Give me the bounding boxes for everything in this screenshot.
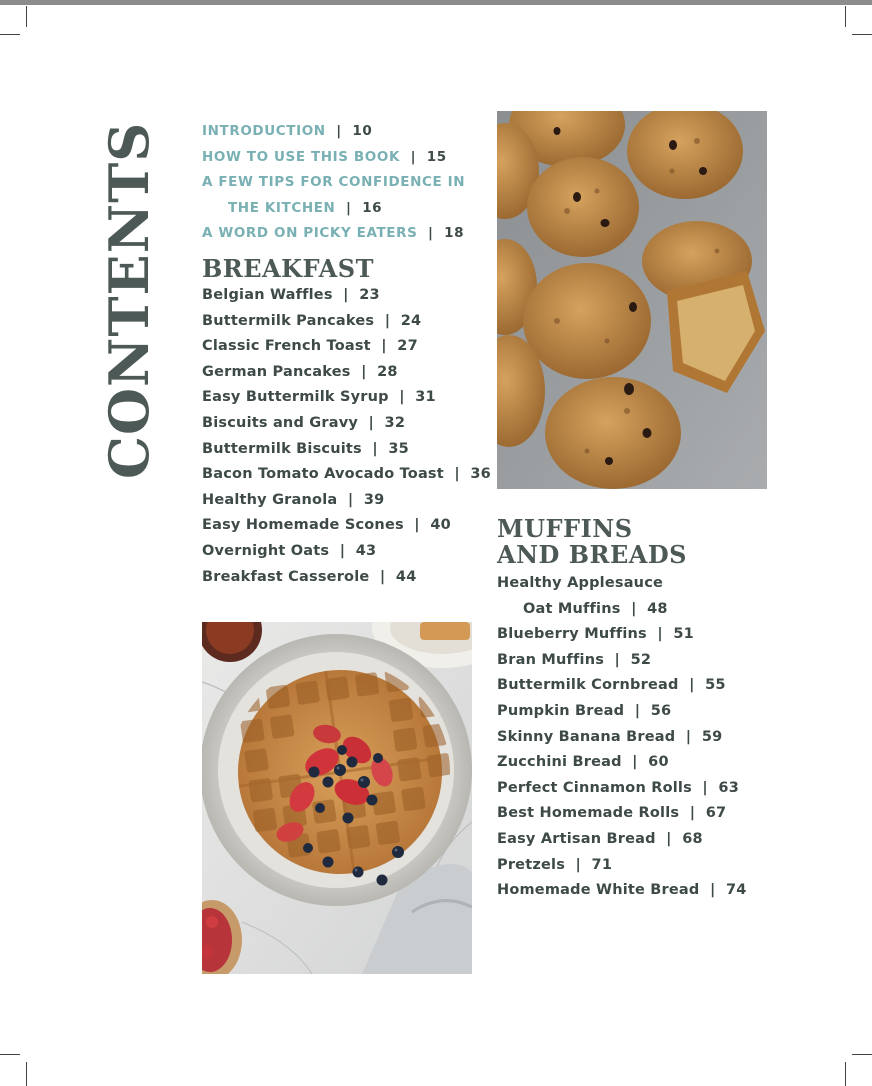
toc-entry-page: 51 — [673, 626, 694, 643]
toc-entry-page: 18 — [444, 225, 465, 242]
toc-entry-label: Easy Artisan Bread — [497, 830, 656, 847]
toc-entry[interactable] — [497, 878, 747, 904]
toc-entry-page: 74 — [726, 882, 747, 899]
crop-mark-top-left-v — [26, 6, 27, 27]
toc-entry[interactable] — [202, 221, 491, 247]
toc-entry[interactable] — [202, 385, 491, 411]
toc-entry[interactable] — [497, 648, 747, 674]
left-toc-column — [202, 119, 491, 590]
breakfast-heading: BREAKFAST — [202, 253, 374, 283]
toc-entry-label: Zucchini Bread — [497, 754, 622, 771]
toc-entry-separator: | — [655, 830, 683, 847]
toc-entry-label: Perfect Cinnamon Rolls — [497, 779, 692, 796]
toc-entry-separator: | — [374, 312, 401, 329]
toc-entry-separator: | — [417, 225, 445, 242]
toc-entry[interactable] — [202, 170, 491, 196]
toc-entry-label: Bacon Tomato Avocado Toast — [202, 466, 444, 483]
toc-entry-label: Best Homemade Rolls — [497, 805, 680, 822]
toc-entry-page: 36 — [470, 466, 491, 483]
waffle-photo — [202, 622, 472, 974]
toc-entry-page: 24 — [400, 312, 422, 329]
muffins-list — [497, 571, 747, 904]
toc-entry-page: 67 — [705, 805, 727, 822]
toc-entry-separator: | — [691, 779, 719, 796]
toc-entry[interactable] — [202, 437, 491, 463]
toc-entry[interactable] — [497, 597, 747, 623]
toc-entry-page: 16 — [362, 199, 383, 216]
toc-entry[interactable] — [202, 360, 491, 386]
toc-entry-label: Easy Buttermilk Syrup — [202, 389, 389, 406]
toc-entry-separator: | — [370, 338, 398, 355]
toc-entry-label: THE KITCHEN — [228, 199, 336, 216]
toc-entry-label: Bran Muffins — [497, 651, 605, 668]
toc-entry-label: German Pancakes — [202, 363, 351, 380]
toc-entry-page: 44 — [395, 568, 417, 585]
toc-entry-page: 56 — [650, 702, 672, 719]
toc-entry-separator: | — [679, 805, 706, 822]
toc-entry-separator: | — [337, 491, 364, 508]
toc-entry[interactable] — [202, 488, 491, 514]
toc-entry-page: 63 — [718, 779, 740, 796]
breakfast-list — [202, 283, 491, 590]
toc-entry-page: 35 — [388, 440, 409, 457]
toc-entry-label: A FEW TIPS FOR CONFIDENCE IN — [202, 174, 466, 191]
toc-entry-separator: | — [443, 466, 471, 483]
toc-entry-page: 52 — [630, 651, 652, 668]
toc-entry-separator: | — [675, 728, 702, 745]
toc-entry-label: Buttermilk Pancakes — [202, 312, 375, 329]
toc-entry-separator: | — [350, 363, 378, 380]
toc-entry-label: HOW TO USE THIS BOOK — [202, 148, 401, 165]
crop-mark-top-right-v — [845, 6, 846, 27]
crop-mark-bottom-left-v — [26, 1062, 27, 1086]
toc-entry-label: Blueberry Muffins — [497, 626, 647, 643]
toc-entry-page: 40 — [430, 517, 451, 534]
toc-entry-page: 71 — [591, 856, 613, 873]
toc-entry[interactable] — [497, 699, 747, 725]
toc-entry[interactable] — [202, 539, 491, 565]
toc-entry-label: INTRODUCTION — [202, 123, 326, 139]
toc-entry-page: 10 — [352, 123, 373, 139]
toc-entry[interactable] — [202, 513, 491, 539]
toc-entry-page: 28 — [377, 363, 398, 380]
toc-entry[interactable] — [202, 334, 491, 360]
toc-entry-label: Oat Muffins — [523, 600, 621, 617]
crop-mark-bottom-right-h — [852, 1054, 872, 1055]
toc-entry-label: Buttermilk Cornbread — [497, 677, 679, 694]
toc-entry-label: Biscuits and Gravy — [202, 414, 359, 431]
toc-entry[interactable] — [202, 196, 491, 222]
toc-entry-separator: | — [388, 389, 416, 406]
toc-entry-page: 27 — [397, 338, 418, 355]
toc-entry-label: Homemade White Bread — [497, 882, 700, 899]
toc-entry-label: Healthy Applesauce — [497, 575, 664, 591]
crop-mark-bottom-right-v — [845, 1062, 846, 1086]
toc-entry[interactable] — [497, 622, 747, 648]
toc-entry-page: 32 — [384, 414, 406, 431]
intro-list — [202, 119, 491, 247]
toc-entry[interactable] — [497, 750, 747, 776]
toc-entry[interactable] — [497, 725, 747, 751]
toc-entry[interactable] — [497, 776, 747, 802]
toc-entry-separator: | — [329, 542, 356, 559]
toc-entry-separator: | — [325, 123, 353, 139]
crop-mark-bottom-left-h — [0, 1054, 20, 1055]
muffins-heading-line2: AND BREADS — [497, 540, 688, 569]
toc-entry[interactable] — [202, 145, 491, 171]
toc-entry-page: 68 — [682, 830, 703, 847]
toc-entry[interactable] — [202, 411, 491, 437]
toc-entry[interactable] — [497, 801, 747, 827]
toc-entry-separator: | — [400, 148, 427, 165]
toc-entry-label: Overnight Oats — [202, 542, 330, 559]
toc-entry-separator: | — [699, 882, 726, 899]
toc-entry-label: Easy Homemade Scones — [202, 517, 404, 534]
toc-entry-page: 43 — [355, 542, 377, 559]
muffins-heading-line1: MUFFINS — [497, 514, 633, 543]
toc-entry-separator: | — [624, 702, 651, 719]
toc-entry-page: 48 — [647, 600, 668, 617]
page-title: CONTENTS — [97, 121, 161, 479]
top-border — [0, 0, 872, 5]
toc-entry-label: Breakfast Casserole — [202, 568, 370, 585]
toc-entry-page: 31 — [415, 389, 436, 406]
toc-entry-label: A WORD ON PICKY EATERS — [202, 225, 418, 242]
toc-entry-separator: | — [369, 568, 396, 585]
toc-entry-label: Pretzels — [497, 856, 566, 873]
toc-entry-label: Belgian Waffles — [202, 286, 333, 303]
toc-entry-separator: | — [621, 754, 649, 771]
toc-entry-page: 23 — [359, 286, 380, 303]
toc-entry[interactable] — [497, 827, 747, 853]
toc-entry-label: Pumpkin Bread — [497, 702, 625, 719]
toc-entry[interactable] — [202, 462, 491, 488]
toc-entry-page: 60 — [648, 754, 669, 771]
toc-entry-separator: | — [361, 440, 389, 457]
crop-mark-top-left-h — [0, 34, 20, 35]
toc-entry-separator: | — [620, 600, 648, 617]
toc-entry-label: Buttermilk Biscuits — [202, 440, 362, 457]
toc-entry[interactable] — [497, 571, 747, 597]
toc-entry-separator: | — [678, 677, 706, 694]
toc-entry-page: 59 — [701, 728, 723, 745]
toc-entry-label: Healthy Granola — [202, 491, 338, 508]
toc-entry-separator: | — [403, 517, 431, 534]
muffins-heading — [497, 516, 747, 568]
right-toc-column — [497, 516, 747, 904]
toc-entry-separator: | — [565, 856, 592, 873]
toc-entry-separator: | — [358, 414, 385, 431]
toc-entry-separator: | — [335, 199, 363, 216]
muffin-photo — [497, 111, 767, 489]
toc-entry-page: 55 — [705, 677, 726, 694]
toc-entry-page: 39 — [363, 491, 385, 508]
toc-entry[interactable] — [202, 565, 491, 591]
toc-entry-separator: | — [332, 286, 360, 303]
toc-entry[interactable] — [202, 309, 491, 335]
toc-entry-label: Classic French Toast — [202, 338, 371, 355]
toc-entry[interactable] — [497, 673, 747, 699]
toc-entry-label: Skinny Banana Bread — [497, 728, 676, 745]
toc-entry-separator: | — [646, 626, 674, 643]
crop-mark-top-right-h — [852, 34, 872, 35]
toc-entry-page: 15 — [426, 148, 447, 165]
toc-entry-separator: | — [604, 651, 631, 668]
toc-entry[interactable] — [202, 119, 491, 145]
toc-entry[interactable] — [202, 283, 491, 309]
toc-entry[interactable] — [497, 853, 747, 879]
